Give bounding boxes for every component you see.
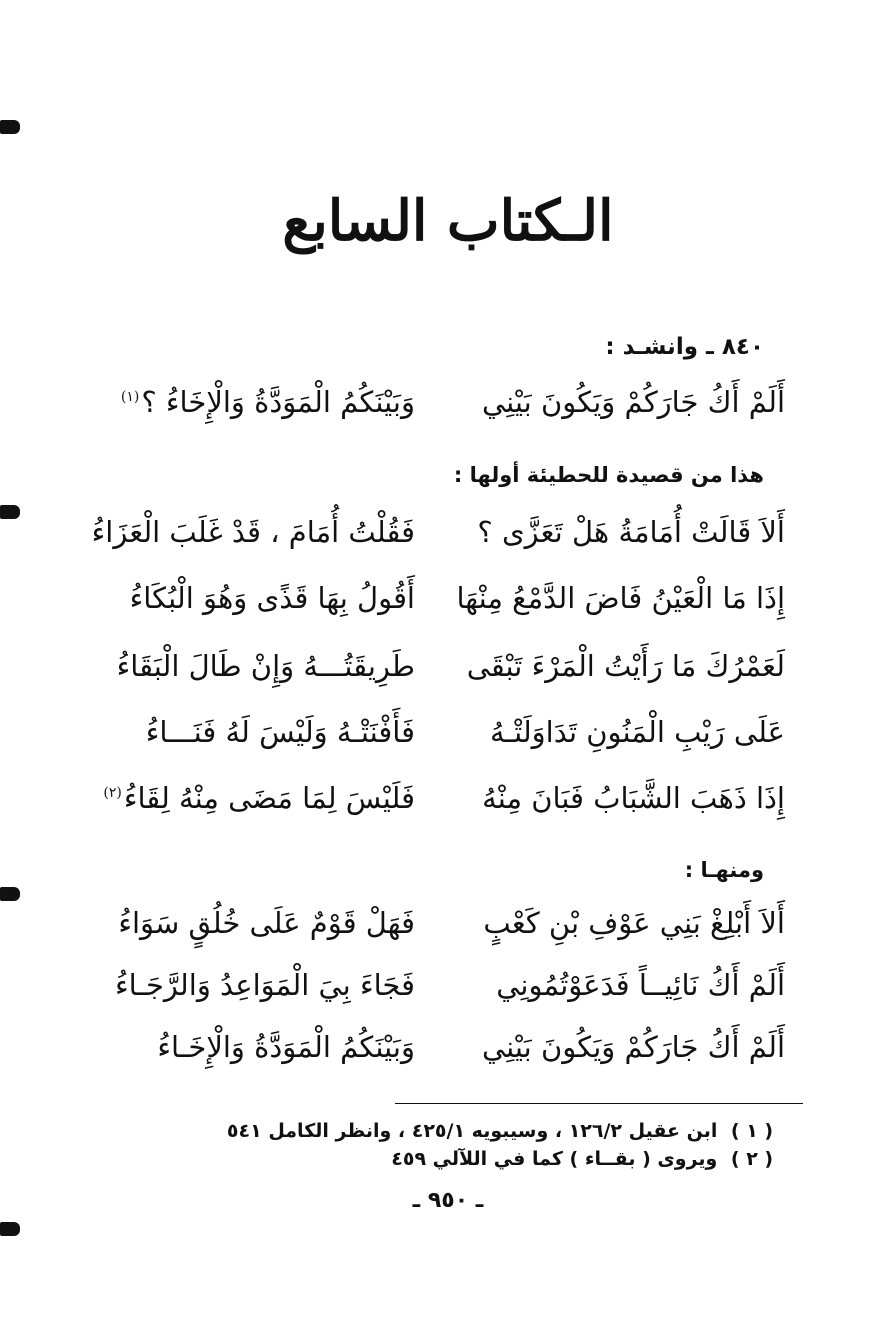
verse-first-hemistich: أَلَمْ أَكُ جَارَكُمْ وَيَكُونَ بَيْنِي bbox=[481, 1030, 785, 1064]
verse-first-hemistich: أَلاَ قَالَتْ أُمَامَةُ هَلْ تَعَزَّى ؟ bbox=[477, 515, 785, 549]
verse-first-hemistich: إِذَا مَا الْعَيْنُ فَاضَ الدَّمْعُ مِنْهَا bbox=[456, 581, 785, 615]
poem-verse bbox=[95, 906, 785, 952]
verse-second-hemistich: فَأَفْنَتْـهُ وَلَيْسَ لَهُ فَنَـــاءُ bbox=[145, 715, 415, 749]
footnote-text: ويروى ( بقــاء ) كما في اللآلي ٤٥٩ bbox=[391, 1148, 718, 1170]
verse-second-hemistich bbox=[95, 781, 415, 815]
entry-heading: ٨٤٠ ـ وانشـد : bbox=[605, 334, 764, 360]
page-number: ـ ٩٥٠ ـ bbox=[412, 1188, 484, 1213]
poem-verse bbox=[95, 968, 785, 1014]
verse-second-hemistich: أَقُولُ بِهَا قَذًى وَهُوَ الْبُكَاءُ bbox=[129, 581, 415, 615]
chapter-title: الـكتاب السابع bbox=[282, 188, 614, 254]
verse-second-hemistich: فَقُلْتُ أُمَامَ ، قَدْ غَلَبَ الْعَزَاءُ bbox=[91, 515, 415, 549]
verse-first-hemistich: عَلَى رَيْبِ الْمَنُونِ تَدَاوَلَتْـهُ bbox=[490, 715, 785, 749]
poem-verse bbox=[91, 515, 785, 561]
main-verse bbox=[95, 385, 785, 431]
scan-edge-mark bbox=[0, 120, 20, 134]
scan-edge-mark bbox=[0, 887, 20, 901]
verse-second-hemistich: وَبَيْنَكُمُ الْمَوَدَّةُ وَالْإِخَـاءُ bbox=[157, 1030, 415, 1064]
verse-first-hemistich: إِذَا ذَهَبَ الشَّبَابُ فَبَانَ مِنْهُ bbox=[482, 781, 785, 815]
second-intro: ومنهـا : bbox=[684, 858, 764, 882]
verse-first-hemistich: أَلَمْ أَكُ جَارَكُمْ وَيَكُونَ بَيْنِي bbox=[481, 385, 785, 419]
footnote-number: ( ٢ ) bbox=[730, 1148, 774, 1170]
verse-first-hemistich: لَعَمْرُكَ مَا رَأَيْتُ الْمَرْءَ تَبْقَى bbox=[466, 649, 785, 683]
poem-verse bbox=[95, 649, 785, 695]
verse-second-hemistich: فَجَاءَ بِيَ الْمَوَاعِدُ وَالرَّجَـاءُ bbox=[115, 968, 415, 1002]
footnote bbox=[120, 1148, 780, 1170]
verse-first-hemistich: أَلاَ أَبْلِغْ بَنِي عَوْفِ بْنِ كَعْبٍ bbox=[483, 906, 785, 940]
verse-second-hemistich: فَهَلْ قَوْمٌ عَلَى خُلُقٍ سَوَاءُ bbox=[118, 906, 415, 940]
intro-note: هذا من قصيدة للحطيئة أولها : bbox=[453, 463, 764, 487]
footnote-ref: (٢) bbox=[103, 785, 122, 802]
footnote-number: ( ١ ) bbox=[730, 1120, 774, 1142]
verse-second-text: وَبَيْنَكُمُ الْمَوَدَّةُ وَالْإِخَاءُ ؟ bbox=[141, 385, 415, 419]
poem-verse bbox=[95, 781, 785, 827]
poem-verse bbox=[95, 715, 785, 761]
verse-second-hemistich: طَرِيقَتُـــهُ وَإِنْ طَالَ الْبَقَاءُ bbox=[116, 649, 415, 683]
verse-second-hemistich bbox=[95, 385, 415, 419]
verse-second-text: فَلَيْسَ لِمَا مَضَى مِنْهُ لِقَاءُ bbox=[123, 781, 415, 815]
footnote bbox=[120, 1120, 780, 1142]
scan-edge-mark bbox=[0, 1222, 20, 1236]
verse-first-hemistich: أَلَمْ أَكُ نَائِيــاً فَدَعَوْتُمُونِي bbox=[496, 968, 785, 1002]
footnote-divider bbox=[395, 1103, 803, 1104]
poem-verse bbox=[95, 581, 785, 627]
footnote-ref: (١) bbox=[120, 389, 140, 406]
footnote-text: ابن عقيل ١٢٦/٢ ، وسيبويه ٤٢٥/١ ، وانظر الكامل ٥٤١ bbox=[226, 1120, 718, 1142]
scan-edge-mark bbox=[0, 505, 20, 519]
poem-verse bbox=[95, 1030, 785, 1076]
